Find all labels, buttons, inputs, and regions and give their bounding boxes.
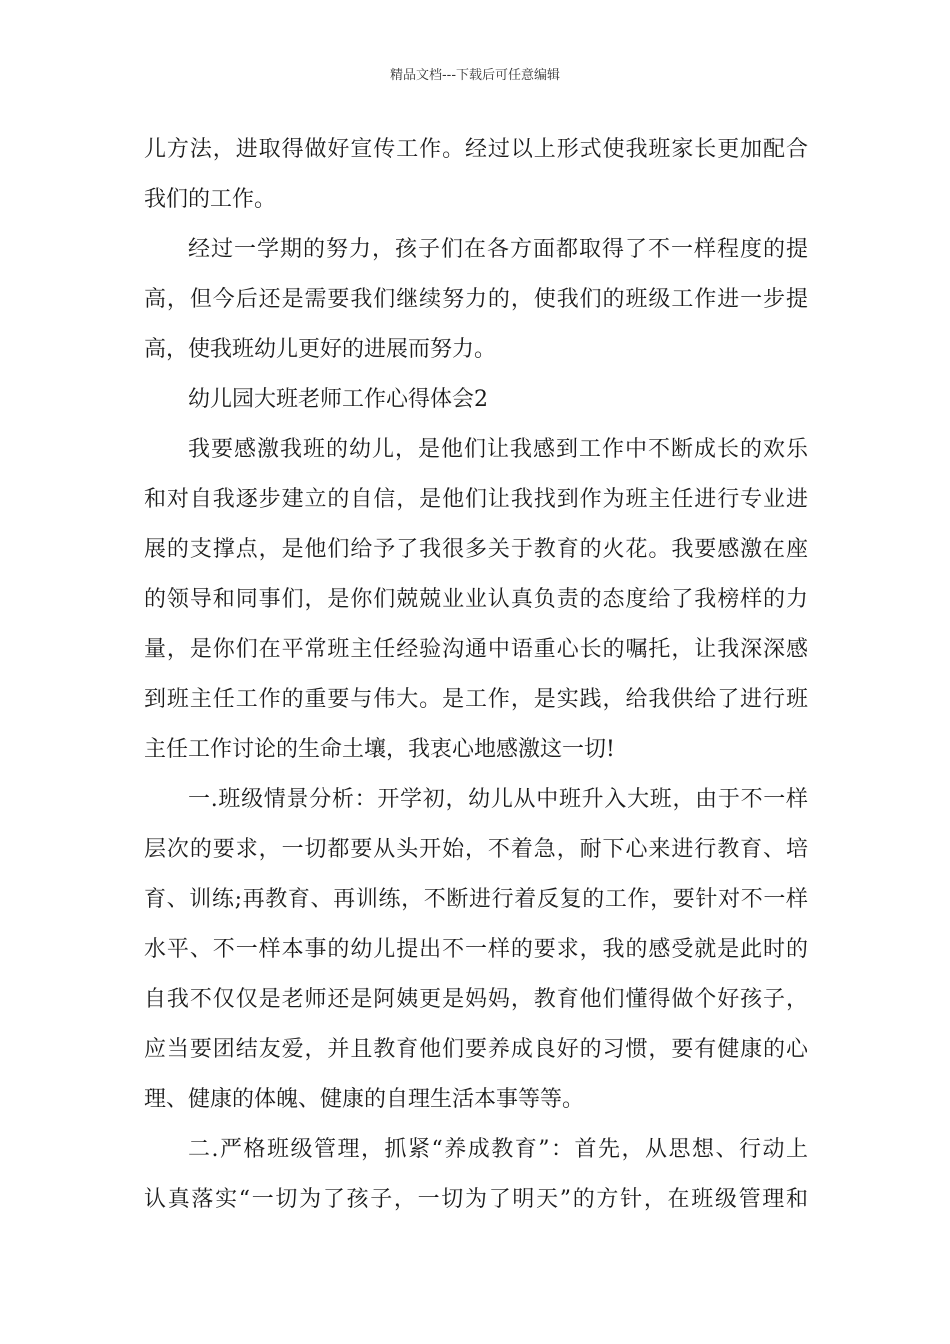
text-line: 自我不仅仅是老师还是阿姨更是妈妈，教育他们懂得做个好孩子， — [144, 987, 808, 1012]
document-body — [144, 125, 808, 1225]
text-line: 儿方法，进取得做好宣传工作。经过以上形式使我班家长更加配合 — [144, 137, 808, 162]
text-line: 展的支撑点，是他们给予了我很多关于教育的火花。我要感激在座 — [144, 537, 808, 562]
text-line: 一.班级情景分析：开学初，幼儿从中班升入大班，由于不一样 — [188, 787, 808, 812]
text-line: 育、训练;再教育、再训练，不断进行着反复的工作，要针对不一样 — [144, 887, 808, 912]
text-line: 幼儿园大班老师工作心得体会2 — [188, 387, 488, 412]
text-line: 我们的工作。 — [144, 187, 277, 212]
text-line: 水平、不一样本事的幼儿提出不一样的要求，我的感受就是此时的 — [144, 937, 808, 962]
page-header: 精品文档---下载后可任意编辑 — [389, 68, 561, 83]
text-line: 量，是你们在平常班主任经验沟通中语重心长的嘱托，让我深深感 — [144, 637, 808, 662]
text-line: 和对自我逐步建立的自信，是他们让我找到作为班主任进行专业进 — [144, 487, 808, 512]
text-line: 我要感激我班的幼儿，是他们让我感到工作中不断成长的欢乐 — [188, 437, 808, 462]
text-line: 认真落实“一切为了孩子，一切为了明天”的方针，在班级管理和 — [144, 1187, 808, 1212]
text-line: 层次的要求，一切都要从头开始，不着急，耐下心来进行教育、培 — [144, 837, 808, 862]
text-line: 的领导和同事们，是你们兢兢业业认真负责的态度给了我榜样的力 — [144, 587, 808, 612]
text-line: 高，但今后还是需要我们继续努力的，使我们的班级工作进一步提 — [144, 287, 808, 312]
text-line: 经过一学期的努力，孩子们在各方面都取得了不一样程度的提 — [188, 237, 808, 262]
text-line: 到班主任工作的重要与伟大。是工作，是实践，给我供给了进行班 — [144, 687, 808, 712]
text-line: 二.严格班级管理，抓紧“养成教育”：首先，从思想、行动上 — [188, 1137, 808, 1162]
text-line: 主任工作讨论的生命土壤，我衷心地感激这一切! — [144, 737, 615, 762]
text-line: 高，使我班幼儿更好的进展而努力。 — [144, 337, 497, 362]
text-line: 理、健康的体魄、健康的自理生活本事等等。 — [144, 1087, 585, 1112]
text-line: 应当要团结友爱，并且教育他们要养成良好的习惯，要有健康的心 — [144, 1037, 808, 1062]
